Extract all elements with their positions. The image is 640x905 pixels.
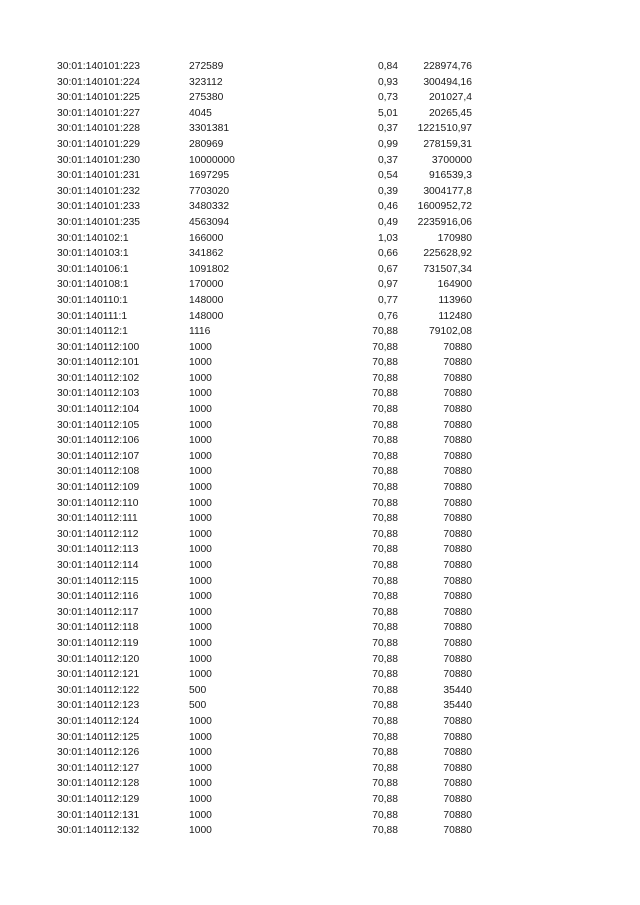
quantity-cell: 1000 (189, 762, 212, 774)
cadastral-number-cell: 30:01:140101:235 (57, 216, 141, 228)
cadastral-number-cell: 30:01:140112:121 (57, 669, 140, 681)
cadastral-number-cell: 30:01:140110:1 (57, 294, 128, 306)
quantity-cell: 1000 (189, 606, 212, 618)
cadastral-number-cell: 30:01:140101:229 (57, 138, 141, 150)
quantity-cell: 1000 (189, 560, 212, 571)
total-cell: 916539,3 (429, 170, 472, 182)
rate-cell: 70,88 (372, 778, 398, 790)
table-row (0, 199, 640, 215)
rate-cell: 70,88 (372, 466, 398, 478)
table-row (0, 75, 640, 91)
cadastral-number-cell: 30:01:140112:114 (57, 560, 139, 571)
cadastral-number-cell: 30:01:140103:1 (57, 248, 129, 260)
cadastral-number-cell: 30:01:140112:127 (57, 762, 140, 774)
cadastral-number-cell: 30:01:140112:132 (57, 825, 140, 837)
table-row (0, 667, 640, 683)
rate-cell: 1,03 (377, 232, 398, 244)
total-cell: 79102,08 (429, 326, 472, 338)
total-cell: 3700000 (431, 154, 472, 166)
table-row (0, 262, 640, 278)
rate-cell: 0,39 (377, 185, 398, 197)
quantity-cell: 148000 (189, 310, 224, 322)
table-row (0, 620, 640, 636)
table-row (0, 496, 640, 512)
total-cell: 35440 (443, 684, 472, 696)
total-cell: 70880 (443, 482, 472, 494)
quantity-cell: 1000 (189, 669, 212, 681)
table-row (0, 106, 640, 122)
rate-cell: 70,88 (372, 825, 398, 837)
total-cell: 70880 (443, 762, 472, 774)
rate-cell: 70,88 (372, 372, 398, 384)
total-cell: 70880 (443, 637, 472, 649)
quantity-cell: 1000 (189, 793, 212, 805)
total-cell: 2235916,06 (417, 216, 472, 228)
total-cell: 112480 (438, 310, 472, 322)
cadastral-number-cell: 30:01:140112:1 (57, 326, 128, 338)
quantity-cell: 1116 (189, 326, 211, 338)
total-cell: 228974,76 (423, 61, 472, 72)
table-row (0, 386, 640, 402)
quantity-cell: 1000 (189, 513, 212, 525)
total-cell: 70880 (443, 419, 472, 431)
table-row (0, 90, 640, 106)
total-cell: 70880 (443, 606, 472, 618)
total-cell: 70880 (443, 528, 472, 540)
total-cell: 201027,4 (429, 92, 472, 104)
table-row (0, 511, 640, 527)
total-cell: 70880 (443, 778, 472, 790)
rate-cell: 70,88 (372, 497, 398, 509)
rate-cell: 70,88 (372, 450, 398, 462)
quantity-cell: 1000 (189, 653, 212, 665)
table-row (0, 418, 640, 434)
cadastral-number-cell: 30:01:140112:115 (57, 575, 139, 587)
rate-cell: 70,88 (372, 404, 398, 416)
table-row (0, 340, 640, 356)
quantity-cell: 1000 (189, 419, 212, 431)
total-cell: 225628,92 (423, 248, 472, 260)
total-cell: 70880 (443, 622, 472, 634)
rate-cell: 70,88 (372, 435, 398, 447)
quantity-cell: 1000 (189, 404, 212, 416)
rate-cell: 70,88 (372, 357, 398, 369)
table-row (0, 792, 640, 808)
rate-cell: 70,88 (372, 637, 398, 649)
table-row (0, 589, 640, 605)
cadastral-number-cell: 30:01:140112:108 (57, 466, 140, 478)
cadastral-number-cell: 30:01:140112:106 (57, 435, 140, 447)
quantity-cell: 1000 (189, 435, 212, 447)
rate-cell: 70,88 (372, 715, 398, 727)
quantity-cell: 1000 (189, 731, 212, 743)
quantity-cell: 500 (189, 700, 207, 712)
total-cell: 70880 (443, 357, 472, 369)
total-cell: 70880 (443, 372, 472, 384)
cadastral-number-cell: 30:01:140112:101 (57, 357, 140, 369)
table-row (0, 745, 640, 761)
table-row (0, 137, 640, 153)
quantity-cell: 148000 (189, 294, 224, 306)
cadastral-number-cell: 30:01:140112:120 (57, 653, 140, 665)
quantity-cell: 1000 (189, 637, 212, 649)
total-cell: 70880 (443, 809, 472, 821)
total-cell: 1221510,97 (417, 123, 472, 135)
table-row (0, 121, 640, 137)
cadastral-number-cell: 30:01:140101:233 (57, 201, 141, 213)
table-row (0, 371, 640, 387)
rate-cell: 0,46 (377, 201, 398, 213)
cadastral-number-cell: 30:01:140112:113 (57, 544, 139, 556)
total-cell: 70880 (443, 747, 472, 759)
total-cell: 70880 (443, 544, 472, 556)
cadastral-number-cell: 30:01:140112:118 (57, 622, 139, 634)
data-table (0, 59, 640, 839)
rate-cell: 0,76 (377, 310, 398, 322)
quantity-cell: 1000 (189, 778, 212, 790)
total-cell: 70880 (443, 388, 472, 400)
cadastral-number-cell: 30:01:140112:112 (57, 528, 139, 540)
total-cell: 70880 (443, 669, 472, 681)
rate-cell: 70,88 (372, 700, 398, 712)
total-cell: 70880 (443, 715, 472, 727)
cadastral-number-cell: 30:01:140112:129 (57, 793, 140, 805)
cadastral-number-cell: 30:01:140112:126 (57, 747, 140, 759)
total-cell: 3004177,8 (423, 185, 472, 197)
total-cell: 1600952,72 (417, 201, 472, 213)
table-row (0, 59, 640, 75)
total-cell: 70880 (443, 825, 472, 837)
quantity-cell: 272589 (189, 61, 224, 72)
table-row (0, 527, 640, 543)
quantity-cell: 1000 (189, 544, 212, 556)
cadastral-number-cell: 30:01:140112:110 (57, 497, 139, 509)
quantity-cell: 1697295 (189, 170, 230, 182)
table-row (0, 277, 640, 293)
rate-cell: 70,88 (372, 419, 398, 431)
quantity-cell: 3480332 (189, 201, 230, 213)
rate-cell: 70,88 (372, 513, 398, 525)
rate-cell: 0,84 (377, 61, 398, 72)
cadastral-number-cell: 30:01:140106:1 (57, 263, 129, 275)
quantity-cell: 280969 (189, 138, 224, 150)
table-row (0, 433, 640, 449)
total-cell: 70880 (443, 653, 472, 665)
rate-cell: 70,88 (372, 388, 398, 400)
cadastral-number-cell: 30:01:140112:119 (57, 637, 139, 649)
quantity-cell: 166000 (189, 232, 224, 244)
rate-cell: 0,37 (377, 123, 398, 135)
total-cell: 70880 (443, 575, 472, 587)
cadastral-number-cell: 30:01:140112:125 (57, 731, 140, 743)
cadastral-number-cell: 30:01:140112:124 (57, 715, 140, 727)
table-row (0, 231, 640, 247)
table-row (0, 464, 640, 480)
total-cell: 70880 (443, 560, 472, 571)
rate-cell: 70,88 (372, 747, 398, 759)
quantity-cell: 1000 (189, 466, 212, 478)
quantity-cell: 1000 (189, 450, 212, 462)
total-cell: 70880 (443, 466, 472, 478)
table-row (0, 293, 640, 309)
cadastral-number-cell: 30:01:140112:111 (57, 513, 138, 525)
total-cell: 70880 (443, 731, 472, 743)
rate-cell: 0,66 (377, 248, 398, 260)
total-cell: 278159,31 (423, 138, 472, 150)
rate-cell: 70,88 (372, 793, 398, 805)
table-row (0, 683, 640, 699)
rate-cell: 0,93 (377, 76, 398, 88)
quantity-cell: 323112 (189, 76, 223, 88)
cadastral-number-cell: 30:01:140112:107 (57, 450, 140, 462)
table-row (0, 636, 640, 652)
table-row (0, 761, 640, 777)
rate-cell: 70,88 (372, 482, 398, 494)
table-row (0, 324, 640, 340)
quantity-cell: 1000 (189, 575, 212, 587)
rate-cell: 70,88 (372, 326, 398, 338)
rate-cell: 0,77 (377, 294, 398, 306)
cadastral-number-cell: 30:01:140102:1 (57, 232, 129, 244)
table-row (0, 153, 640, 169)
table-row (0, 168, 640, 184)
total-cell: 35440 (443, 700, 472, 712)
total-cell: 70880 (443, 341, 472, 353)
cadastral-number-cell: 30:01:140112:105 (57, 419, 140, 431)
rate-cell: 70,88 (372, 341, 398, 353)
rate-cell: 70,88 (372, 731, 398, 743)
rate-cell: 70,88 (372, 560, 398, 571)
table-row (0, 542, 640, 558)
table-row (0, 605, 640, 621)
total-cell: 70880 (443, 450, 472, 462)
quantity-cell: 1000 (189, 622, 212, 634)
total-cell: 164900 (437, 279, 472, 291)
cadastral-number-cell: 30:01:140112:102 (57, 372, 140, 384)
table-row (0, 184, 640, 200)
quantity-cell: 500 (189, 684, 207, 696)
cadastral-number-cell: 30:01:140108:1 (57, 279, 129, 291)
quantity-cell: 1000 (189, 482, 212, 494)
total-cell: 300494,16 (423, 76, 472, 88)
rate-cell: 0,97 (377, 279, 398, 291)
rate-cell: 70,88 (372, 809, 398, 821)
rate-cell: 70,88 (372, 575, 398, 587)
total-cell: 170980 (437, 232, 472, 244)
cadastral-number-cell: 30:01:140101:228 (57, 123, 141, 135)
quantity-cell: 3301381 (189, 123, 230, 135)
table-row (0, 808, 640, 824)
table-row (0, 730, 640, 746)
cadastral-number-cell: 30:01:140112:117 (57, 606, 139, 618)
quantity-cell: 170000 (189, 279, 224, 291)
cadastral-number-cell: 30:01:140101:232 (57, 185, 141, 197)
quantity-cell: 1000 (189, 591, 212, 603)
table-row (0, 558, 640, 574)
cadastral-number-cell: 30:01:140112:100 (57, 341, 140, 353)
cadastral-number-cell: 30:01:140101:223 (57, 61, 141, 72)
cadastral-number-cell: 30:01:140101:230 (57, 154, 141, 166)
rate-cell: 0,73 (377, 92, 398, 104)
total-cell: 731507,34 (423, 263, 472, 275)
table-row (0, 309, 640, 325)
quantity-cell: 1000 (189, 341, 212, 353)
rate-cell: 70,88 (372, 591, 398, 603)
rate-cell: 0,67 (377, 263, 398, 275)
table-row (0, 652, 640, 668)
rate-cell: 70,88 (372, 622, 398, 634)
rate-cell: 70,88 (372, 544, 398, 556)
quantity-cell: 7703020 (189, 185, 230, 197)
rate-cell: 0,37 (377, 154, 398, 166)
rate-cell: 0,49 (377, 216, 398, 228)
quantity-cell: 1000 (189, 825, 212, 837)
table-row (0, 480, 640, 496)
table-row (0, 355, 640, 371)
total-cell: 70880 (443, 793, 472, 805)
rate-cell: 70,88 (372, 762, 398, 774)
quantity-cell: 1000 (189, 357, 212, 369)
quantity-cell: 4563094 (189, 216, 230, 228)
total-cell: 20265,45 (429, 107, 472, 119)
quantity-cell: 341862 (189, 248, 224, 260)
total-cell: 70880 (443, 513, 472, 525)
table-row (0, 776, 640, 792)
cadastral-number-cell: 30:01:140101:225 (57, 92, 141, 104)
rate-cell: 70,88 (372, 684, 398, 696)
rate-cell: 0,99 (377, 138, 398, 150)
table-row (0, 215, 640, 231)
quantity-cell: 1000 (189, 715, 212, 727)
rate-cell: 70,88 (372, 653, 398, 665)
rate-cell: 70,88 (372, 528, 398, 540)
cadastral-number-cell: 30:01:140112:109 (57, 482, 140, 494)
quantity-cell: 275380 (189, 92, 224, 104)
cadastral-number-cell: 30:01:140112:122 (57, 684, 140, 696)
cadastral-number-cell: 30:01:140101:231 (57, 170, 141, 182)
quantity-cell: 4045 (189, 107, 212, 119)
quantity-cell: 1000 (189, 372, 212, 384)
rate-cell: 5,01 (377, 107, 398, 119)
total-cell: 70880 (443, 404, 472, 416)
cadastral-number-cell: 30:01:140111:1 (57, 310, 128, 322)
cadastral-number-cell: 30:01:140112:104 (57, 404, 140, 416)
rate-cell: 70,88 (372, 669, 398, 681)
cadastral-number-cell: 30:01:140101:227 (57, 107, 141, 119)
cadastral-number-cell: 30:01:140112:103 (57, 388, 140, 400)
quantity-cell: 1000 (189, 497, 212, 509)
total-cell: 70880 (443, 435, 472, 447)
rate-cell: 0,54 (377, 170, 398, 182)
total-cell: 70880 (443, 497, 472, 509)
total-cell: 113960 (438, 294, 472, 306)
cadastral-number-cell: 30:01:140112:116 (57, 591, 139, 603)
quantity-cell: 1000 (189, 809, 212, 821)
cadastral-number-cell: 30:01:140112:131 (57, 809, 140, 821)
cadastral-number-cell: 30:01:140112:128 (57, 778, 140, 790)
quantity-cell: 1091802 (189, 263, 230, 275)
quantity-cell: 1000 (189, 388, 212, 400)
quantity-cell: 10000000 (189, 154, 235, 166)
table-row (0, 402, 640, 418)
quantity-cell: 1000 (189, 747, 212, 759)
total-cell: 70880 (443, 591, 472, 603)
table-row (0, 449, 640, 465)
table-row (0, 698, 640, 714)
table-row (0, 246, 640, 262)
table-row (0, 823, 640, 839)
rate-cell: 70,88 (372, 606, 398, 618)
cadastral-number-cell: 30:01:140101:224 (57, 76, 141, 88)
table-row (0, 714, 640, 730)
cadastral-number-cell: 30:01:140112:123 (57, 700, 140, 712)
table-row (0, 574, 640, 590)
quantity-cell: 1000 (189, 528, 212, 540)
